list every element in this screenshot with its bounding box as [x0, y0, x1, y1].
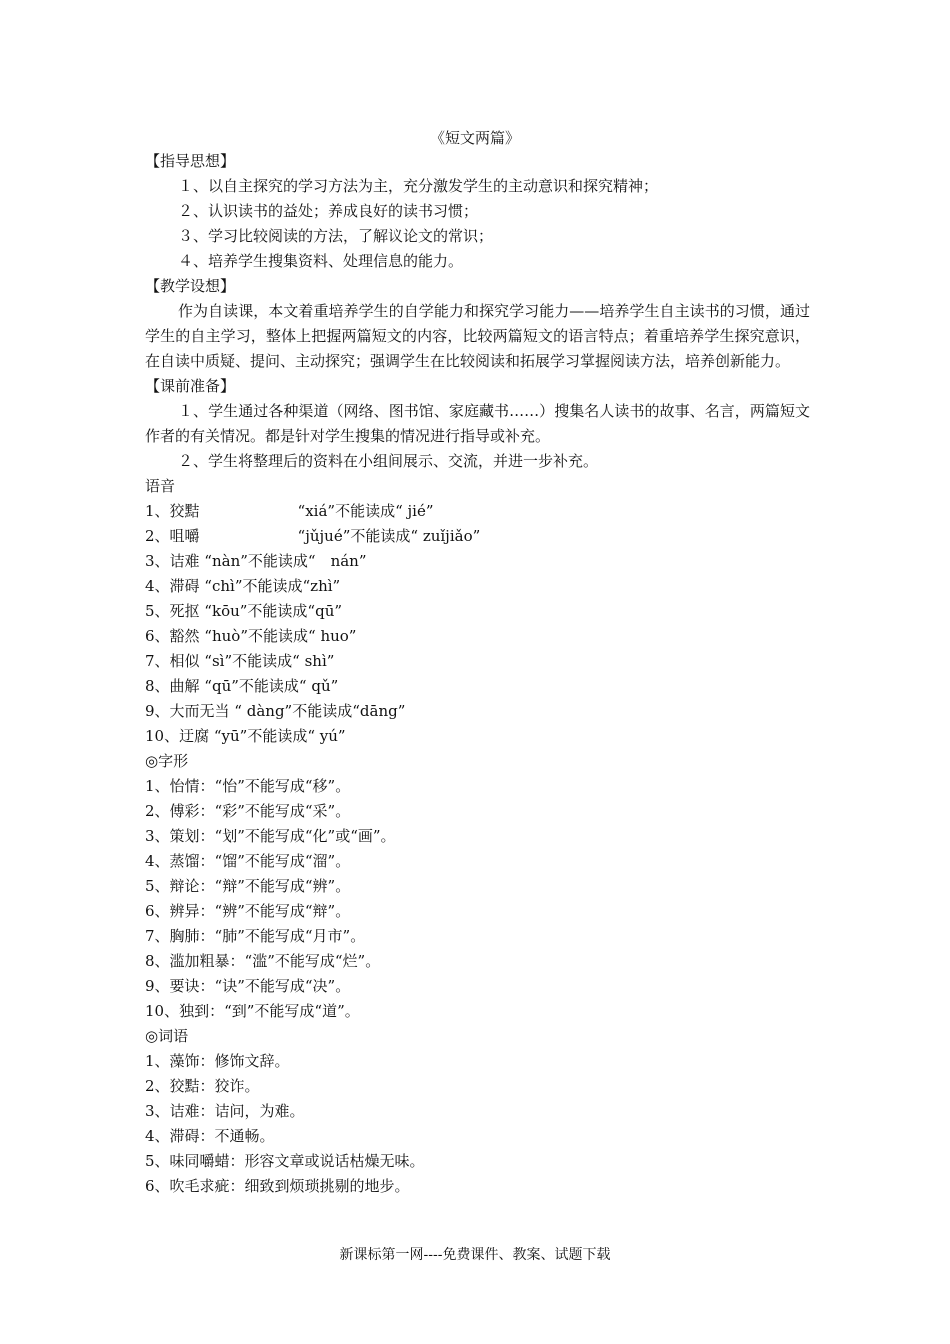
pronunciation-item: 5、死抠 “kōu”不能读成“qū”	[145, 602, 343, 620]
pronunciation-item	[145, 499, 810, 524]
glyph-item: 7、胸肺：“肺”不能写成“月市”。	[145, 927, 366, 945]
guide-item: ４、培养学生搜集资料、处理信息的能力。	[178, 252, 464, 270]
pronunciation-item: 4、滞碍 “chì”不能读成“zhì”	[145, 577, 341, 595]
glyph-item: 1、怡情：“怡”不能写成“移”。	[145, 777, 351, 795]
glyph-item: 3、策划：“划”不能写成“化”或“画”。	[145, 827, 396, 845]
glyph-item: 6、辨异：“辨”不能写成“辩”。	[145, 902, 351, 920]
guide-item: １、以自主探究的学习方法为主，充分激发学生的主动意识和探究精神；	[178, 177, 659, 195]
vocab-item: 2、狡黠：狡诈。	[145, 1077, 260, 1095]
vocab-item: 6、吹毛求疵：细致到烦琐挑剔的地步。	[145, 1177, 410, 1195]
pronunciation-word: 2、咀嚼	[145, 527, 200, 545]
vocab-item: 4、滞碍：不通畅。	[145, 1127, 275, 1145]
vocab-item: 1、藻饰：修饰文辞。	[145, 1052, 290, 1070]
pronunciation-item	[145, 524, 810, 549]
pronunciation-note: “jǔjué”不能读成“ zuǐjiǎo”	[297, 527, 481, 545]
glyph-item: 9、要诀：“诀”不能写成“决”。	[145, 977, 351, 995]
document-title: 《短文两篇》	[429, 129, 520, 147]
section-heading-glyph: ◎字形	[145, 752, 189, 770]
pronunciation-item: 7、相似 “sì”不能读成“ shì”	[145, 652, 335, 670]
vocab-item: 5、味同嚼蜡：形容文章或说话枯燥无味。	[145, 1152, 425, 1170]
pronunciation-item: 8、曲解 “qū”不能读成“ qǔ”	[145, 677, 339, 695]
guide-item: ３、学习比较阅读的方法，了解议论文的常识；	[178, 227, 494, 245]
prep-paragraph: ２、学生将整理后的资料在小组间展示、交流，并进一步补充。	[178, 452, 599, 470]
pronunciation-note: “xiá”不能读成“ jié”	[297, 502, 434, 520]
section-heading-guide: 【指导思想】	[145, 152, 236, 170]
pronunciation-item: 6、豁然 “huò”不能读成“ huo”	[145, 627, 357, 645]
glyph-item: 8、滥加粗暴：“滥”不能写成“烂”。	[145, 952, 381, 970]
pronunciation-word: 1、狡黠	[145, 502, 200, 520]
section-heading-design: 【教学设想】	[145, 277, 236, 295]
prep-paragraph: １、学生通过各种渠道（网络、图书馆、家庭藏书……）搜集名人读书的故事、名言，两篇短文作者的有关情况。都是针对学生搜集的情况进行指导或补充。	[145, 402, 810, 445]
glyph-item: 10、独到：“到”不能写成“道”。	[145, 1002, 360, 1020]
glyph-item: 5、辩论：“辩”不能写成“辨”。	[145, 877, 351, 895]
guide-item: ２、认识读书的益处；养成良好的读书习惯；	[178, 202, 479, 220]
pronunciation-item: 9、大而无当 “ dàng”不能读成“dāng”	[145, 702, 406, 720]
design-paragraph: 作为自读课，本文着重培养学生的自学能力和探究学习能力——培养学生自主读书的习惯，通过学生的自主学习，整体上把握两篇短文的内容，比较两篇短文的语言特点；着重培养学生探究意识，在自读中质疑、提问、主动探究；强调学生在比较阅读和拓展学习掌握阅读方法，培养创新能力。	[145, 302, 810, 370]
page-footer: 新课标第一网----免费课件、教案、试题下载	[339, 1247, 611, 1263]
pronunciation-item: 3、诘难 “nàn”不能读成“ nán”	[145, 552, 367, 570]
vocab-item: 3、诘难：诘问，为难。	[145, 1102, 305, 1120]
glyph-item: 2、傅彩：“彩”不能写成“采”。	[145, 802, 351, 820]
pronunciation-item: 10、迂腐 “yū”不能读成“ yú”	[145, 727, 346, 745]
section-heading-prep: 【课前准备】	[145, 377, 236, 395]
section-heading-pronunciation: 语音	[145, 477, 176, 495]
section-heading-vocab: ◎词语	[145, 1027, 189, 1045]
glyph-item: 4、蒸馏：“馏”不能写成“溜”。	[145, 852, 351, 870]
document-body	[145, 149, 810, 1199]
